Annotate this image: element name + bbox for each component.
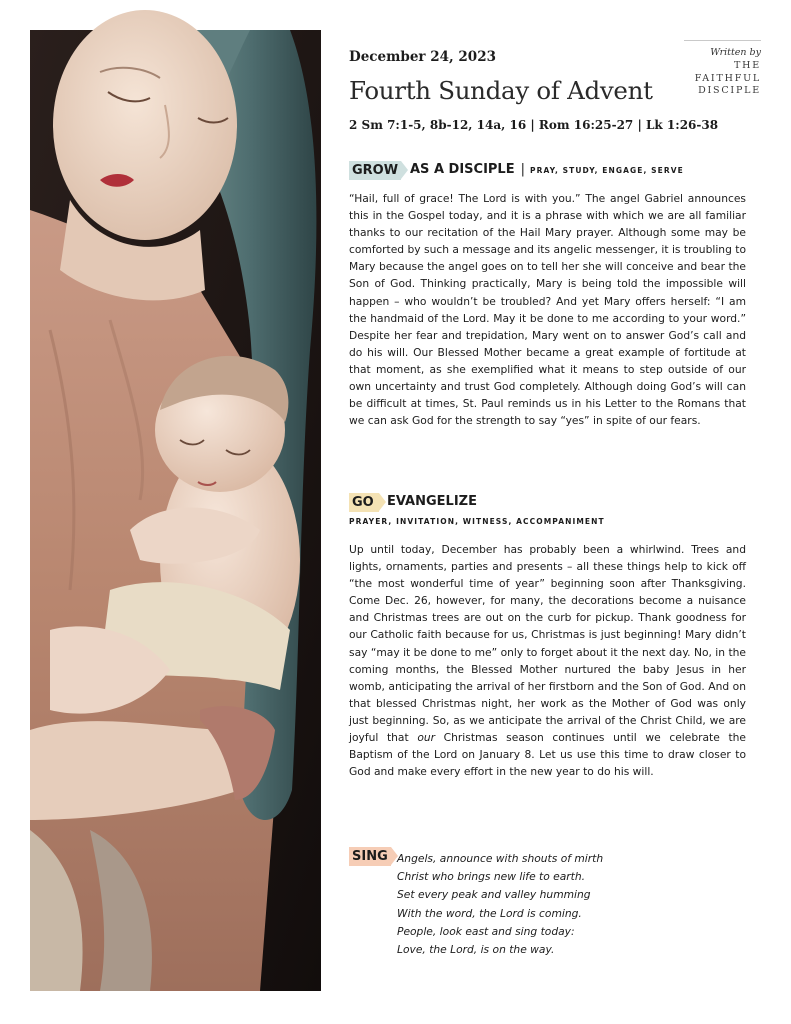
go-body-emphasis: our [417, 731, 436, 745]
hymn-line: People, look east and sing today: [397, 924, 575, 938]
author-brand [684, 40, 761, 98]
grow-heading-separator: | [520, 162, 525, 177]
go-body-part: Christmas season continues until we celebrate the Baptism of the Lord on January 8. Let us use this time to draw closer to God and make every effort in the new year to do his will. [349, 731, 746, 779]
hymn-line: Angels, announce with shouts of mirth [397, 852, 604, 865]
page-date: December 24, 2023 [349, 49, 496, 65]
grow-subheading: PRAY, STUDY, ENGAGE, SERVE [530, 166, 684, 175]
go-tag: GO [349, 493, 379, 512]
page-title: Fourth Sunday of Advent [349, 76, 653, 105]
brand-name-line: FAITHFUL [694, 72, 761, 84]
brand-name-line: DISCIPLE [698, 85, 761, 96]
go-subheading: PRAYER, INVITATION, WITNESS, ACCOMPANIMENT [349, 517, 605, 526]
grow-tag: GROW [349, 161, 401, 180]
brand-name-line: THE [734, 60, 761, 71]
go-body-part: Up until today, December has probably been a whirlwind. Trees and lights, ornaments, parties and presents – all these things help to kick off “the most wonderful time of year” beginning soon after Thanksgiving. Come Dec. 26, however, for many, the decorations become a nuisance and Christmas trees are out on the curb for pickup. Thank goodness for our Catholic faith because for us, Christmas is just beginning! Mary didn’t say “may it be done to me” only to forget about it the next day. No, in the coming months, the Blessed Mother nurtured the baby Jesus in her womb, anticipating the arrival of her firstborn and the Son of God. And on that blessed Christmas night, her work as the Mother of God was only just beginning. So, as we anticipate the arrival of the Christ Child, we are joyful that [349, 543, 746, 745]
photo-credit: Getty Images/Kzac Goldkardt [338, 942, 343, 1014]
madonna-statue-illustration [30, 30, 321, 991]
brand-name [684, 60, 761, 98]
scripture-readings: 2 Sm 7:1-5, 8b-12, 14a, 16 | Rom 16:25-27 | Lk 1:26-38 [349, 118, 719, 132]
grow-tag-arrow [401, 161, 408, 179]
grow-heading [410, 162, 531, 177]
hymn-line: Love, the Lord, is on the way. [397, 943, 555, 957]
grow-heading-text: AS A DISCIPLE [410, 162, 515, 177]
hymn-line: Set every peak and valley humming [397, 888, 591, 902]
brand-written-by: Written by [710, 47, 761, 58]
go-tag-arrow [379, 493, 386, 511]
go-heading: EVANGELIZE [387, 494, 477, 509]
sing-tag: SING [349, 847, 391, 866]
go-body-text [349, 541, 746, 780]
madonna-and-child-photo [30, 30, 343, 1014]
grow-body-text: “Hail, full of grace! The Lord is with you.” The angel Gabriel announces this in the Gospel today, and it is a phrase with which we are all familiar thanks to our recitation of the Hail Mary prayer. Although some may be comforted by such a message and its angelic messenger, it is troubling to Mary because the angel goes on to tell her she will conceive and bear the Son of God. Thinking practically, Mary is being told the impossible will happen – who wouldn’t be troubled? And yet Mary offers herself: “I am the handmaid of the Lord. May it be done to me according to your word.” Despite her fear and trepidation, Mary went on to answer God’s call and do his will. Our Blessed Mother became a great example of fortitude at that moment, as she exemplified what it means to step outside of our own uncertainty and trust God completely. Although doing God’s will can be difficult at times, St. Paul reminds us in his Letter to the Romans that we can ask God for the strength to say “yes” in spite of our fears. [349, 192, 746, 428]
hymn-line: With the word, the Lord is coming. [397, 906, 582, 920]
hymn-line: Christ who brings new life to earth. [397, 870, 586, 884]
hymn-lyrics [397, 850, 603, 959]
